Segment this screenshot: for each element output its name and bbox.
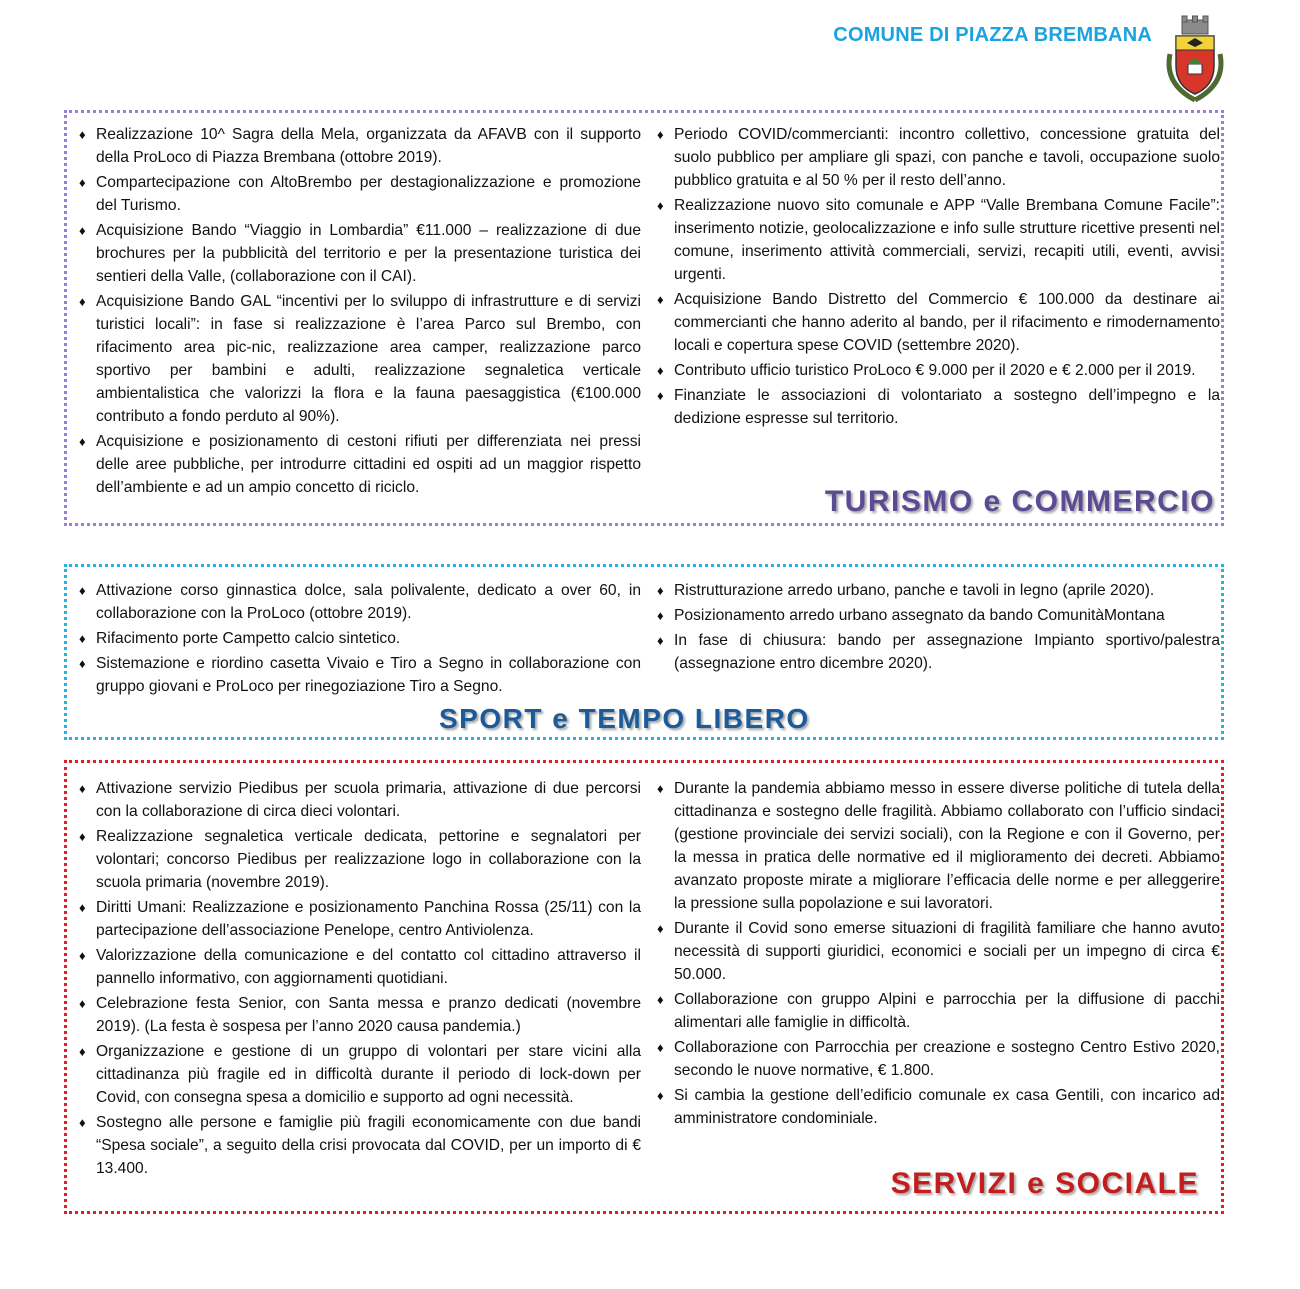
list-item: ♦ Attivazione corso ginnastica dolce, sala polivalente, dedicato a over 60, in collaborazione con la ProLoco (ottobre 2019). bbox=[79, 579, 641, 625]
diamond-bullet-icon: ♦ bbox=[657, 1088, 664, 1103]
list-item: ♦ Valorizzazione della comunicazione e del contatto col cittadino attraverso il pannello informativo, con aggiornamenti quotidiani. bbox=[79, 944, 641, 990]
list-item: ♦ Celebrazione festa Senior, con Santa messa e pranzo dedicati (novembre 2019). (La festa è sospesa per l’anno 2020 causa pandemia.) bbox=[79, 992, 641, 1038]
list-item: ♦ Acquisizione Bando Distretto del Commercio € 100.000 da destinare ai commercianti che hanno aderito al bando, per il rifacimento e rimodernamento locali e copertura spese COVID (settembre 2020). bbox=[657, 288, 1220, 357]
list-item: ♦ In fase di chiusura: bando per assegnazione Impianto sportivo/palestra (assegnazione entro dicembre 2020). bbox=[657, 629, 1220, 675]
list-item: ♦ Rifacimento porte Campetto calcio sintetico. bbox=[79, 627, 641, 650]
section-title: SPORT e TEMPO LIBERO bbox=[439, 703, 810, 734]
diamond-bullet-icon: ♦ bbox=[657, 363, 664, 378]
sociale-left-list bbox=[79, 777, 641, 1180]
list-item: ♦ Sostegno alle persone e famiglie più fragili economicamente con due bandi “Spesa sociale”, a seguito della crisi provocata dal COVID, per un importo di € 13.400. bbox=[79, 1111, 641, 1180]
diamond-bullet-icon: ♦ bbox=[79, 583, 86, 598]
diamond-bullet-icon: ♦ bbox=[79, 900, 86, 915]
sport-right-list bbox=[657, 579, 1220, 675]
diamond-bullet-icon: ♦ bbox=[79, 294, 86, 309]
diamond-bullet-icon: ♦ bbox=[79, 1115, 86, 1130]
diamond-bullet-icon: ♦ bbox=[657, 1040, 664, 1055]
section-title: SERVIZI e SOCIALE bbox=[890, 1167, 1199, 1200]
list-item: ♦ Finanziate le associazioni di volontariato a sostegno dell’impegno e la dedizione espresse sul territorio. bbox=[657, 384, 1220, 430]
list-item: ♦ Ristrutturazione arredo urbano, panche e tavoli in legno (aprile 2020). bbox=[657, 579, 1220, 602]
list-item: ♦ Sistemazione e riordino casetta Vivaio e Tiro a Segno in collaborazione con gruppo giovani e ProLoco per rinegoziazione Tiro a Segno. bbox=[79, 652, 641, 698]
diamond-bullet-icon: ♦ bbox=[79, 631, 86, 646]
diamond-bullet-icon: ♦ bbox=[657, 921, 664, 936]
diamond-bullet-icon: ♦ bbox=[657, 992, 664, 1007]
municipality-title: COMUNE DI PIAZZA BREMBANA bbox=[833, 24, 1152, 46]
sport-left-column bbox=[79, 579, 641, 700]
list-item: ♦ Compartecipazione con AltoBrembo per destagionalizzazione e promozione del Turismo. bbox=[79, 171, 641, 217]
list-item: ♦ Posizionamento arredo urbano assegnato da bando ComunitàMontana bbox=[657, 604, 1220, 627]
sociale-left-column bbox=[79, 777, 641, 1182]
diamond-bullet-icon: ♦ bbox=[79, 781, 86, 796]
diamond-bullet-icon: ♦ bbox=[79, 656, 86, 671]
diamond-bullet-icon: ♦ bbox=[79, 948, 86, 963]
sport-left-list bbox=[79, 579, 641, 698]
diamond-bullet-icon: ♦ bbox=[79, 1044, 86, 1059]
list-item: ♦ Periodo COVID/commercianti: incontro collettivo, concessione gratuita del suolo pubblico per ampliare gli spazi, con panche e tavoli, occupazione suolo pubblico gratuita e al 50 % per il resto dell’anno. bbox=[657, 123, 1220, 192]
diamond-bullet-icon: ♦ bbox=[657, 198, 664, 213]
list-item: ♦ Realizzazione 10^ Sagra della Mela, organizzata da AFAVB con il supporto della ProLoco di Piazza Brembana (ottobre 2019). bbox=[79, 123, 641, 169]
servizi-sociale-section bbox=[64, 760, 1224, 1214]
turismo-right-column bbox=[657, 123, 1220, 432]
diamond-bullet-icon: ♦ bbox=[79, 829, 86, 844]
list-item: ♦ Diritti Umani: Realizzazione e posizionamento Panchina Rossa (25/11) con la partecipazione dell’associazione Penelope, centro Antiviolenza. bbox=[79, 896, 641, 942]
diamond-bullet-icon: ♦ bbox=[79, 996, 86, 1011]
sport-tempo-libero-section bbox=[64, 564, 1224, 740]
list-item: ♦ Organizzazione e gestione di un gruppo di volontari per stare vicini alla cittadinanza più fragile ed in difficoltà durante il periodo di lock-down per Covid, con consegna spesa a domicilio e supporto ad ogni necessità. bbox=[79, 1040, 641, 1109]
list-item: ♦ Collaborazione con gruppo Alpini e parrocchia per la diffusione di pacchi alimentari alle famiglie in difficoltà. bbox=[657, 988, 1220, 1034]
list-item: ♦ Acquisizione e posizionamento di cestoni rifiuti per differenziata nei pressi delle aree pubbliche, per introdurre cittadini ed ospiti ad un maggior rispetto dell’ambiente e ad un ampio concetto di riciclo. bbox=[79, 430, 641, 499]
sport-right-column bbox=[657, 579, 1220, 677]
list-item: ♦ Realizzazione segnaletica verticale dedicata, pettorine e segnalatori per volontari; concorso Piedibus per realizzazione logo in collaborazione con la scuola primaria (novembre 2019). bbox=[79, 825, 641, 894]
diamond-bullet-icon: ♦ bbox=[657, 388, 664, 403]
diamond-bullet-icon: ♦ bbox=[79, 127, 86, 142]
list-item: ♦ Contributo ufficio turistico ProLoco € 9.000 per il 2020 e € 2.000 per il 2019. bbox=[657, 359, 1220, 382]
sociale-right-list bbox=[657, 777, 1220, 1130]
list-item: ♦ Durante la pandemia abbiamo messo in essere diverse politiche di tutela della cittadinanza e sostegno delle fragilità. Abbiamo collaborato con l’ufficio sindaci (gestione provinciale dei servizi sociali), con la Regione e con il Governo, per la messa in pratica delle normative ed il miglioramento dei decreti. Abbiamo avanzato proposte mirate a migliorare l’efficacia delle norme e per alleggerire la pressione sulla popolazione e sui lavoratori. bbox=[657, 777, 1220, 915]
turismo-commercio-section bbox=[64, 110, 1224, 526]
list-item: ♦ Collaborazione con Parrocchia per creazione e sostegno Centro Estivo 2020, secondo le nuove normative, € 1.800. bbox=[657, 1036, 1220, 1082]
diamond-bullet-icon: ♦ bbox=[657, 583, 664, 598]
diamond-bullet-icon: ♦ bbox=[79, 434, 86, 449]
list-item: ♦ Attivazione servizio Piedibus per scuola primaria, attivazione di due percorsi con la collaborazione di circa dieci volontari. bbox=[79, 777, 641, 823]
sociale-right-column bbox=[657, 777, 1220, 1132]
list-item: ♦ Acquisizione Bando “Viaggio in Lombardia” €11.000 – realizzazione di due brochures per la pubblicità del territorio e per la presentazione turistica dei sentieri della Valle, (collaborazione con il CAI). bbox=[79, 219, 641, 288]
list-item: ♦ Si cambia la gestione dell’edificio comunale ex casa Gentili, con incarico ad amministratore condominiale. bbox=[657, 1084, 1220, 1130]
turismo-left-list bbox=[79, 123, 641, 499]
diamond-bullet-icon: ♦ bbox=[657, 781, 664, 796]
list-item: ♦ Realizzazione nuovo sito comunale e APP “Valle Brembana Comune Facile”: inserimento notizie, geolocalizzazione e info sulle strutture ricettive presenti nel comune, inserimento attività commerciali, servizi, recapiti utili, eventi, avvisi urgenti. bbox=[657, 194, 1220, 286]
diamond-bullet-icon: ♦ bbox=[657, 608, 664, 623]
diamond-bullet-icon: ♦ bbox=[657, 127, 664, 142]
diamond-bullet-icon: ♦ bbox=[657, 633, 664, 648]
section-title: TURISMO e COMMERCIO bbox=[824, 485, 1215, 518]
turismo-left-column bbox=[79, 123, 641, 501]
diamond-bullet-icon: ♦ bbox=[657, 292, 664, 307]
list-item: ♦ Acquisizione Bando GAL “incentivi per lo sviluppo di infrastrutture e di servizi turistici locali”: in fase si realizzazione è l’area Parco sul Brembo, con rifacimento area pic-nic, realizzazione area camper, realizzazione parco sportivo per bambini e adulti, realizzazione segnaletica verticale ambientalistica che valorizzi la flora e la fauna paesaggistica (€100.000 contributo a fondo perduto al 90%). bbox=[79, 290, 641, 428]
turismo-right-list bbox=[657, 123, 1220, 430]
diamond-bullet-icon: ♦ bbox=[79, 175, 86, 190]
diamond-bullet-icon: ♦ bbox=[79, 223, 86, 238]
coat-of-arms-icon bbox=[1160, 14, 1230, 104]
list-item: ♦ Durante il Covid sono emerse situazioni di fragilità familiare che hanno avuto necessità di supporti giuridici, economici e sociali per un impegno di circa € 50.000. bbox=[657, 917, 1220, 986]
